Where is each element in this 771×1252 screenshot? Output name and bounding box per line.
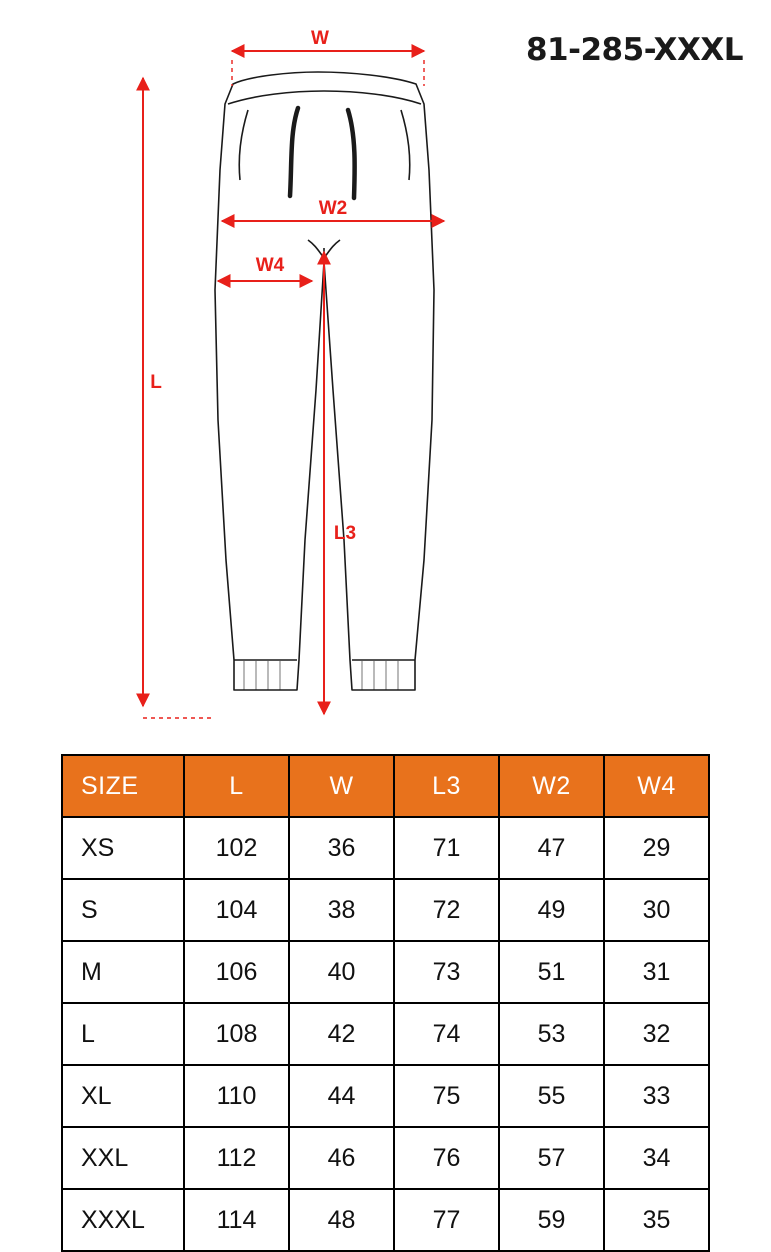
cell-size: M bbox=[62, 941, 184, 1003]
cell-size: L bbox=[62, 1003, 184, 1065]
cell-w2: 47 bbox=[499, 817, 604, 879]
cell-size: XXXL bbox=[62, 1189, 184, 1251]
cell-size: XXL bbox=[62, 1127, 184, 1189]
column-header-size: SIZE bbox=[62, 755, 184, 817]
cell-w4: 31 bbox=[604, 941, 709, 1003]
table-row bbox=[62, 941, 709, 1003]
cell-l3: 77 bbox=[394, 1189, 499, 1251]
cell-w: 48 bbox=[289, 1189, 394, 1251]
cell-w2: 57 bbox=[499, 1127, 604, 1189]
cell-w4: 29 bbox=[604, 817, 709, 879]
cell-w4: 35 bbox=[604, 1189, 709, 1251]
cell-size: XL bbox=[62, 1065, 184, 1127]
cell-l3: 73 bbox=[394, 941, 499, 1003]
cell-w: 36 bbox=[289, 817, 394, 879]
cell-l: 102 bbox=[184, 817, 289, 879]
cell-w: 40 bbox=[289, 941, 394, 1003]
cell-w2: 59 bbox=[499, 1189, 604, 1251]
label-W2: W2 bbox=[318, 198, 348, 219]
product-code: 81-285-XXXL bbox=[525, 32, 743, 68]
table-row bbox=[62, 1003, 709, 1065]
cell-w: 38 bbox=[289, 879, 394, 941]
label-W4: W4 bbox=[255, 255, 285, 276]
cell-w2: 53 bbox=[499, 1003, 604, 1065]
cell-l: 108 bbox=[184, 1003, 289, 1065]
cell-w2: 55 bbox=[499, 1065, 604, 1127]
cell-l: 114 bbox=[184, 1189, 289, 1251]
column-header-w: W bbox=[289, 755, 394, 817]
label-W: W bbox=[311, 28, 329, 49]
cell-l: 106 bbox=[184, 941, 289, 1003]
cell-w4: 32 bbox=[604, 1003, 709, 1065]
cell-size: XS bbox=[62, 817, 184, 879]
label-L3: L3 bbox=[333, 523, 357, 544]
cell-w2: 51 bbox=[499, 941, 604, 1003]
size-table bbox=[61, 754, 710, 1252]
column-header-l3: L3 bbox=[394, 755, 499, 817]
cell-w: 46 bbox=[289, 1127, 394, 1189]
table-row bbox=[62, 1065, 709, 1127]
table-header-row bbox=[62, 755, 709, 817]
cell-l: 112 bbox=[184, 1127, 289, 1189]
cell-l: 104 bbox=[184, 879, 289, 941]
cell-w: 42 bbox=[289, 1003, 394, 1065]
cell-l3: 74 bbox=[394, 1003, 499, 1065]
column-header-l: L bbox=[184, 755, 289, 817]
cell-w4: 33 bbox=[604, 1065, 709, 1127]
cell-w4: 30 bbox=[604, 879, 709, 941]
cell-l3: 76 bbox=[394, 1127, 499, 1189]
table-row bbox=[62, 1189, 709, 1251]
cell-w: 44 bbox=[289, 1065, 394, 1127]
column-header-w4: W4 bbox=[604, 755, 709, 817]
cell-l3: 75 bbox=[394, 1065, 499, 1127]
column-header-w2: W2 bbox=[499, 755, 604, 817]
table-row bbox=[62, 1127, 709, 1189]
cell-w2: 49 bbox=[499, 879, 604, 941]
cell-l3: 72 bbox=[394, 879, 499, 941]
table-row bbox=[62, 817, 709, 879]
cell-l: 110 bbox=[184, 1065, 289, 1127]
table-row bbox=[62, 879, 709, 941]
label-L: L bbox=[150, 372, 162, 393]
cell-size: S bbox=[62, 879, 184, 941]
cell-w4: 34 bbox=[604, 1127, 709, 1189]
cell-l3: 71 bbox=[394, 817, 499, 879]
